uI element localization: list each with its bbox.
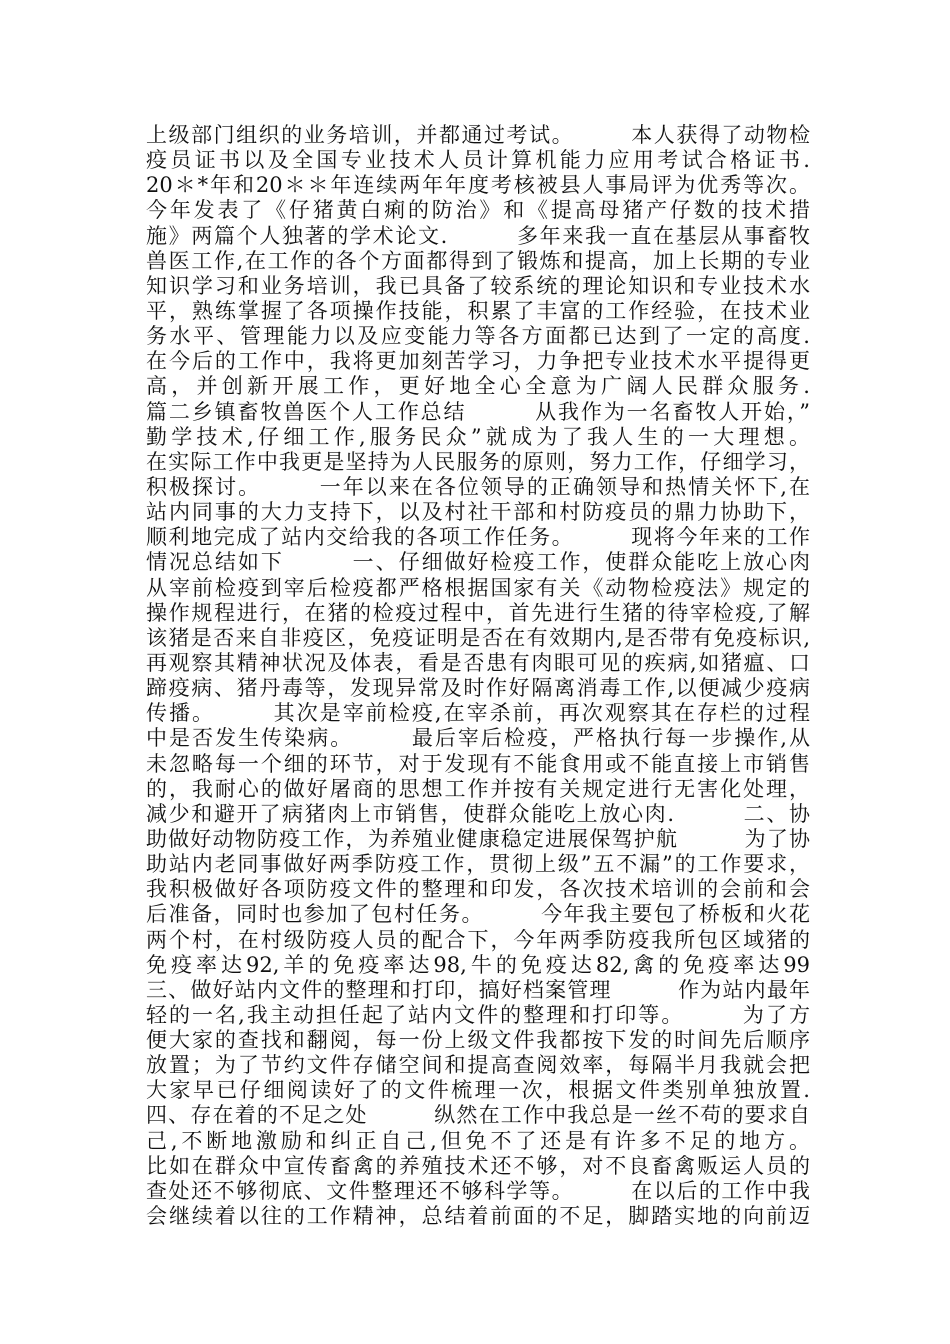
text-line: 大家早已仔细阅读好了的文件梳理一次，根据文件类别单独放置. <box>146 1078 810 1103</box>
text-line: 查处还不够彻底、文件整理还不够科学等。 在以后的工作中我 <box>146 1178 810 1203</box>
text-line: 四、存在着的不足之处 纵然在工作中我总是一丝不苟的要求自 <box>146 1103 810 1128</box>
text-line: 今年发表了《仔猪黄白痢的防治》和《提高母猪产仔数的技术措 <box>146 198 810 223</box>
text-line: 兽医工作,在工作的各个方面都得到了锻炼和提高，加上长期的专业 <box>146 248 810 273</box>
text-line: 助站内老同事做好两季防疫工作，贯彻上级”五不漏”的工作要求， <box>146 852 810 877</box>
text-line: 助做好动物防疫工作，为养殖业健康稳定进展保驾护航 为了协 <box>146 826 810 851</box>
text-line: 平，熟练掌握了各项操作技能，积累了丰富的工作经验，在技术业 <box>146 298 810 323</box>
text-line: 从宰前检疫到宰后检疫都严格根据国家有关《动物检疫法》规定的 <box>146 575 810 600</box>
text-line: 知识学习和业务培训，我已具备了较系统的理论知识和专业技术水 <box>146 273 810 298</box>
text-line: 己,不断地激励和纠正自己,但免不了还是有许多不足的地方。 <box>146 1128 810 1153</box>
text-line: 会继续着以往的工作精神，总结着前面的不足，脚踏实地的向前迈 <box>146 1204 810 1229</box>
text-line: 的，我耐心的做好屠商的思想工作并按有关规定进行无害化处理， <box>146 776 810 801</box>
text-line: 减少和避开了病猪肉上市销售，使群众能吃上放心肉. 二、协 <box>146 801 810 826</box>
text-line: 传播。 其次是宰前检疫,在宰杀前，再次观察其在存栏的过程 <box>146 701 810 726</box>
text-line: 施》两篇个人独著的学术论文. 多年来我一直在基层从事畜牧 <box>146 223 810 248</box>
text-line: 高，并创新开展工作，更好地全心全意为广阔人民群众服务. <box>146 374 810 399</box>
text-line: 未忽略每一个细的环节，对于发现有不能食用或不能直接上市销售 <box>146 751 810 776</box>
text-line: 操作规程进行，在猪的检疫过程中，首先进行生猪的待宰检疫,了解 <box>146 600 810 625</box>
text-line: 站内同事的大力支持下，以及村社干部和村防疫员的鼎力协助下， <box>146 500 810 525</box>
text-line: 轻的一名,我主动担任起了站内文件的整理和打印等。 为了方 <box>146 1002 810 1027</box>
text-line: 该猪是否来自非疫区，免疫证明是否在有效期内,是否带有免疫标识, <box>146 625 810 650</box>
text-line: 在实际工作中我更是坚持为人民服务的原则，努力工作，仔细学习， <box>146 449 810 474</box>
text-line: 篇二乡镇畜牧兽医个人工作总结 从我作为一名畜牧人开始，” <box>146 399 810 424</box>
text-line: 再观察其精神状况及体表，看是否患有肉眼可见的疾病,如猪瘟、口 <box>146 650 810 675</box>
body-text <box>146 123 810 1229</box>
text-line: 比如在群众中宣传畜禽的养殖技术还不够，对不良畜禽贩运人员的 <box>146 1153 810 1178</box>
text-line: 放置；为了节约文件存储空间和提高查阅效率，每隔半月我就会把 <box>146 1053 810 1078</box>
text-line: 蹄疫病、猪丹毒等，发现异常及时作好隔离消毒工作,以便减少疫病 <box>146 676 810 701</box>
text-line: 顺利地完成了站内交给我的各项工作任务。 现将今年来的工作 <box>146 525 810 550</box>
text-line: 三、做好站内文件的整理和打印，搞好档案管理 作为站内最年 <box>146 977 810 1002</box>
text-line: 我积极做好各项防疫文件的整理和印发，各次技术培训的会前和会 <box>146 877 810 902</box>
text-line: 勤学技术,仔细工作,服务民众”就成为了我人生的一大理想。 <box>146 424 810 449</box>
text-line: 20＊*年和20＊＊年连续两年年度考核被县人事局评为优秀等次。 <box>146 173 810 198</box>
text-line: 上级部门组织的业务培训，并都通过考试。 本人获得了动物检 <box>146 123 810 147</box>
text-line: 便大家的查找和翻阅，每一份上级文件我都按下发的时间先后顺序 <box>146 1028 810 1053</box>
text-line: 疫员证书以及全国专业技术人员计算机能力应用考试合格证书. <box>146 148 810 173</box>
text-line: 两个村，在村级防疫人员的配合下，今年两季防疫我所包区域猪的 <box>146 927 810 952</box>
text-line: 免疫率达92,羊的免疫率达98,牛的免疫达82,禽的免疫率达99 <box>146 952 810 977</box>
text-line: 积极探讨。 一年以来在各位领导的正确领导和热情关怀下,在 <box>146 474 810 499</box>
text-line: 情况总结如下 一、仔细做好检疫工作，使群众能吃上放心肉 <box>146 550 810 575</box>
text-line: 后准备，同时也参加了包村任务。 今年我主要包了桥板和火花 <box>146 902 810 927</box>
text-line: 在今后的工作中，我将更加刻苦学习，力争把专业技术水平提得更 <box>146 349 810 374</box>
text-line: 中是否发生传染病。 最后宰后检疫，严格执行每一步操作,从 <box>146 726 810 751</box>
text-line: 务水平、管理能力以及应变能力等各方面都已达到了一定的高度. <box>146 324 810 349</box>
